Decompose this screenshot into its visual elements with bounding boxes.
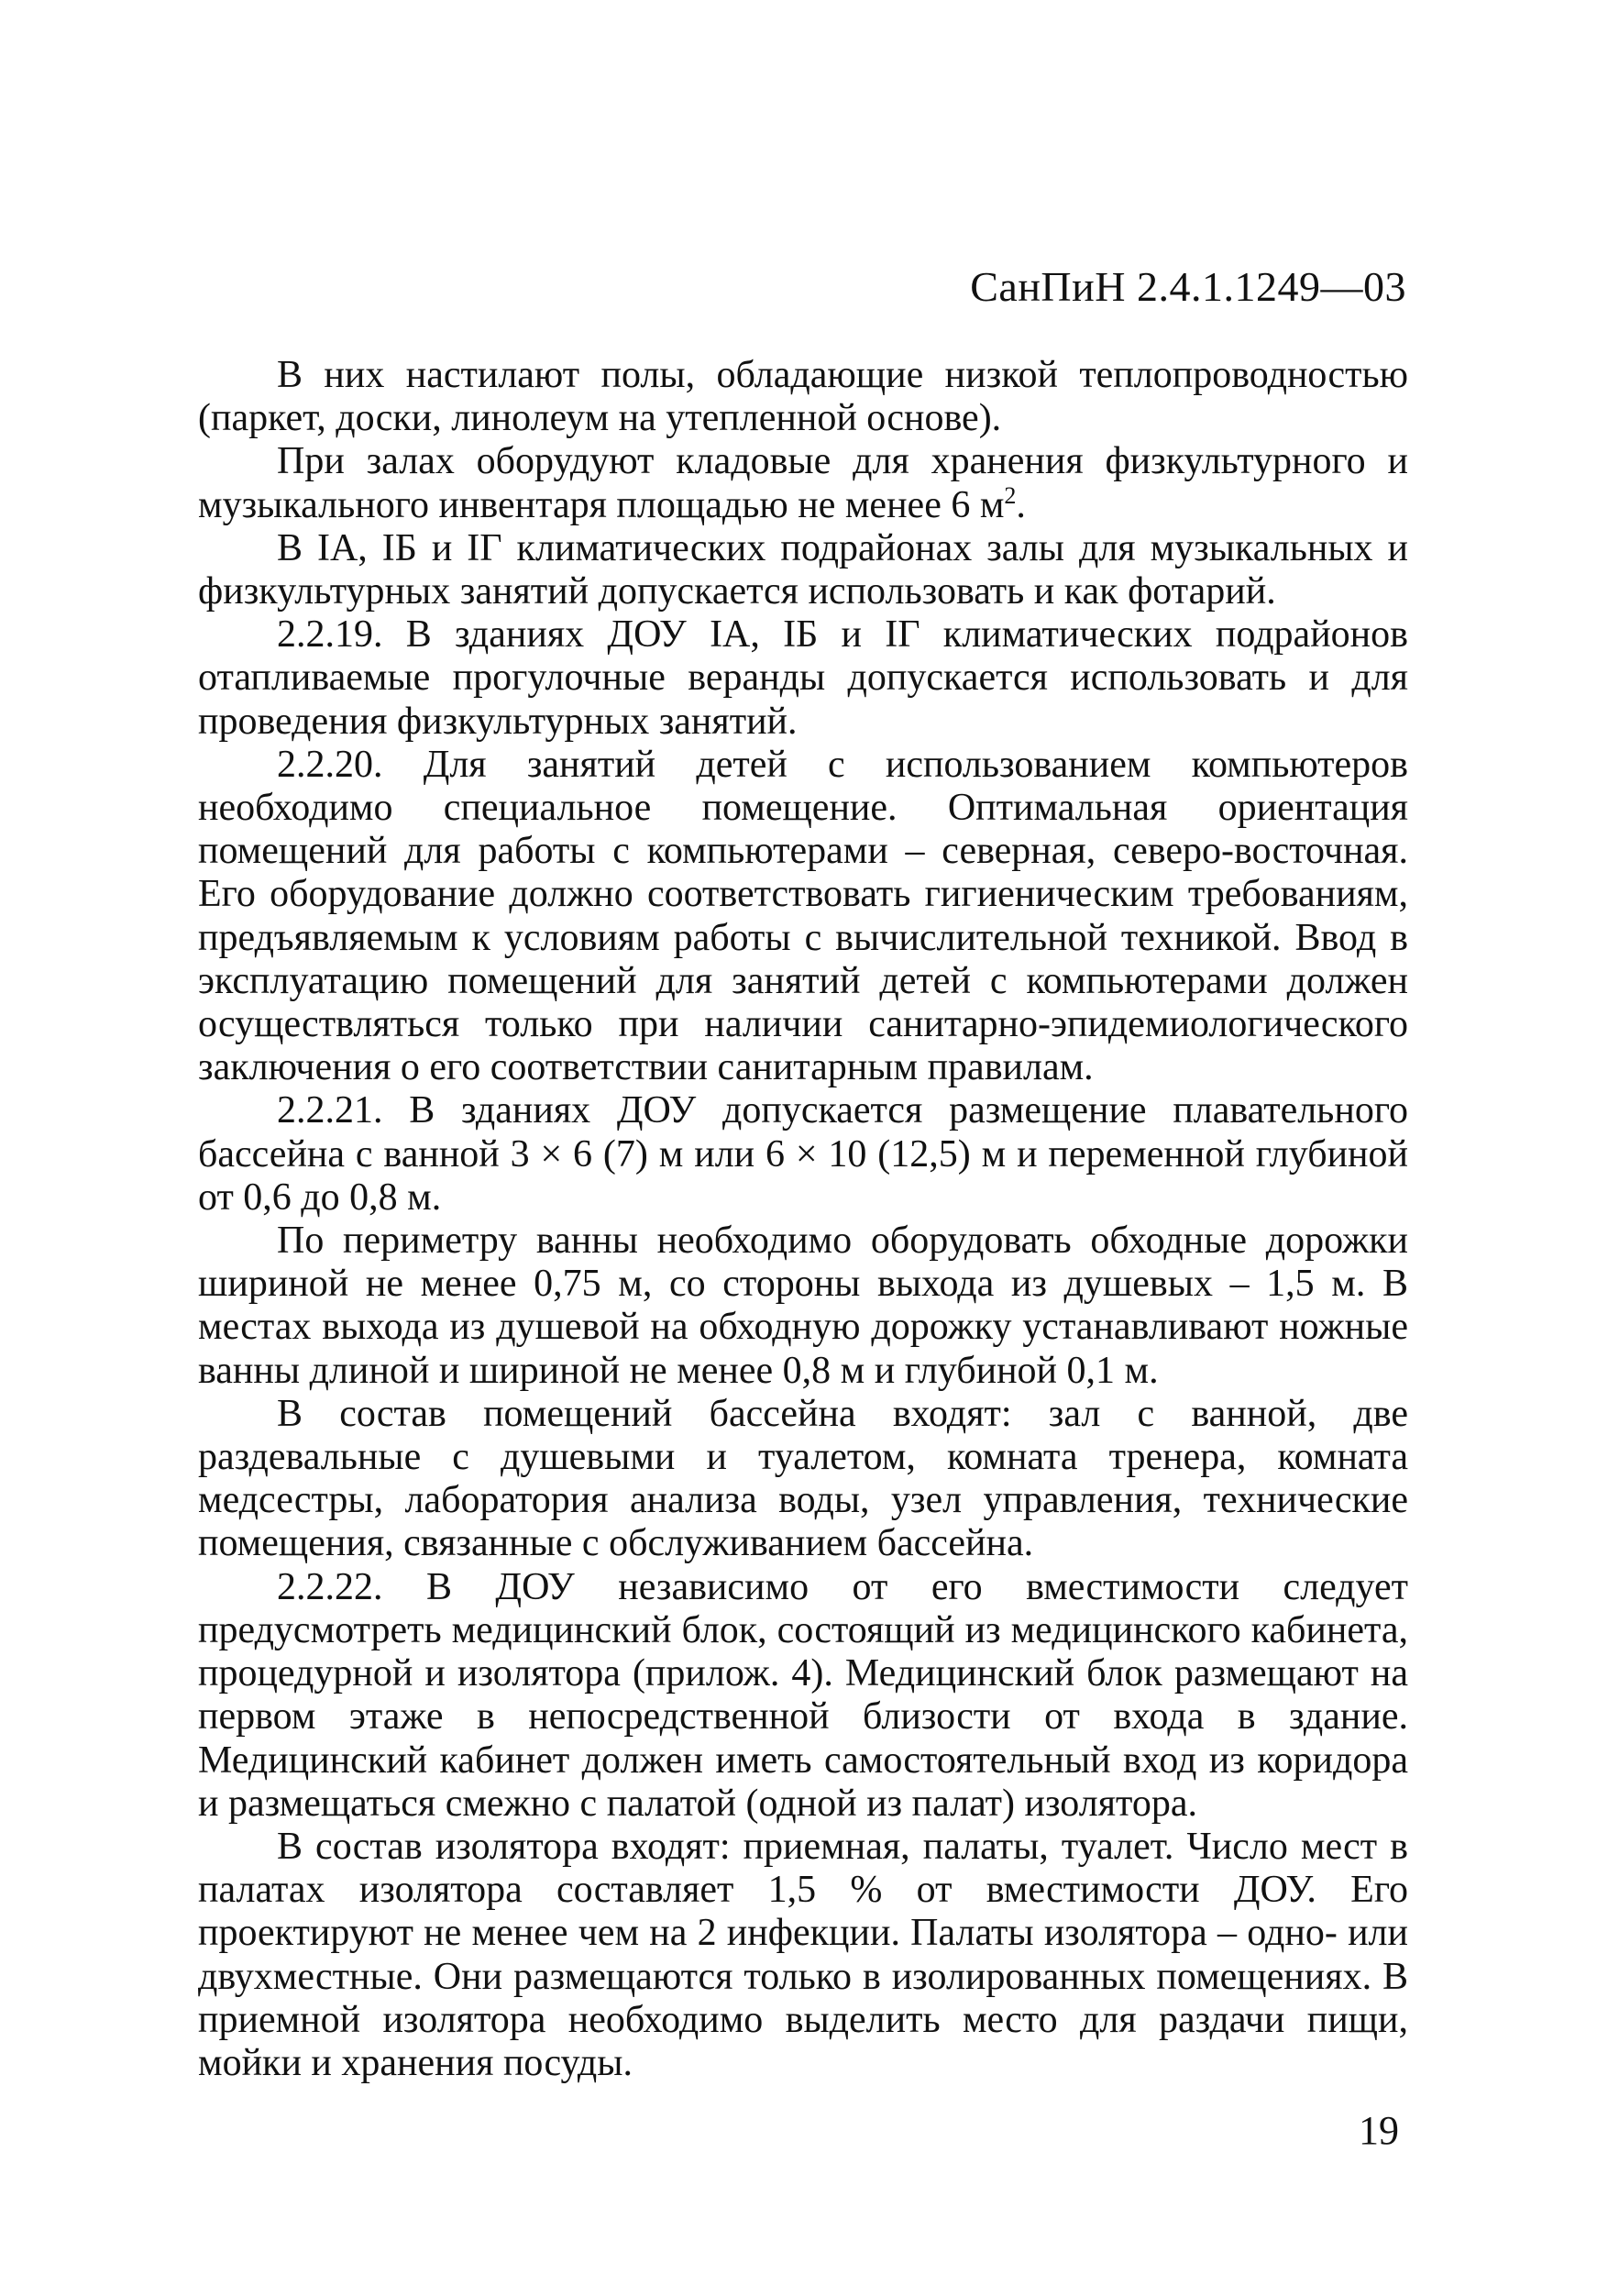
paragraph-2-2-20: 2.2.20. Для занятий детей с использованием компьютеров необходимо специальное помещение. Оптимальная ориентация помещений для работы с компьютерами – северная, северо-восточная. Его оборудование должно соответствовать гигиеническим требованиям, предъявляемым к условиям работы с вычислительной техникой. Ввод в эксплуатацию помещений для занятий детей с компьютерами должен осуществляться только при наличии санитарно-эпидемиологического заключения о его соответствии санитарным правилам. — [198, 743, 1408, 1089]
square-meter-superscript: 2 — [1004, 481, 1017, 509]
paragraph-storage-rooms-text: При залах оборудуют кладовые для хранения физкультурного и музыкального инвентаря площадью не менее 6 м — [198, 440, 1408, 526]
paragraph-floors: В них настилают полы, обладающие низкой теплопроводностью (паркет, доски, линолеум на утепленной основе). — [198, 354, 1408, 440]
paragraph-pool-rooms: В состав помещений бассейна входят: зал с ванной, две раздевальные с душевыми и туалетом, комната тренера, комната медсестры, лаборатория анализа воды, узел управления, технические помещения, связанные с обслуживанием бассейна. — [198, 1392, 1408, 1565]
page-number: 19 — [1359, 2108, 1399, 2153]
body-text — [198, 354, 1408, 2085]
paragraph-climatic-subregions: В IА, IБ и IГ климатических подрайонах залы для музыкальных и физкультурных занятий допускается использовать и как фотарий. — [198, 526, 1408, 613]
paragraph-isolator: В состав изолятора входят: приемная, палаты, туалет. Число мест в палатах изолятора составляет 1,5 % от вместимости ДОУ. Его проектируют не менее чем на 2 инфекции. Палаты изолятора – одно- или двухместные. Они размещаются только в изолированных помещениях. В приемной изолятора необходимо выделить место для раздачи пищи, мойки и хранения посуды. — [198, 1825, 1408, 2084]
paragraph-storage-rooms-period: . — [1016, 483, 1026, 526]
paragraph-pool-perimeter: По периметру ванны необходимо оборудовать обходные дорожки шириной не менее 0,75 м, со стороны выхода из душевых – 1,5 м. В местах выхода из душевой на обходную дорожку устанавливают ножные ванны длиной и шириной не менее 0,8 м и глубиной 0,1 м. — [198, 1220, 1408, 1392]
document-code-header: СанПиН 2.4.1.1249—03 — [970, 263, 1406, 310]
paragraph-2-2-22: 2.2.22. В ДОУ независимо от его вместимости следует предусмотреть медицинский блок, состоящий из медицинского кабинета, процедурной и изолятора (прилож. 4). Медицинский блок размещают на первом этаже в непосредственной близости от входа в здание. Медицинский кабинет должен иметь самостоятельный вход из коридора и размещаться смежно с палатой (одной из палат) изолятора. — [198, 1565, 1408, 1825]
paragraph-storage-rooms — [198, 440, 1408, 526]
paragraph-2-2-21: 2.2.21. В зданиях ДОУ допускается размещение плавательного бассейна с ванной 3 × 6 (7) м или 6 × 10 (12,5) м и переменной глубиной от 0,6 до 0,8 м. — [198, 1089, 1408, 1219]
paragraph-2-2-19: 2.2.19. В зданиях ДОУ IА, IБ и IГ климатических подрайонов отапливаемые прогулочные веранды допускается использовать и для проведения физкультурных занятий. — [198, 613, 1408, 743]
